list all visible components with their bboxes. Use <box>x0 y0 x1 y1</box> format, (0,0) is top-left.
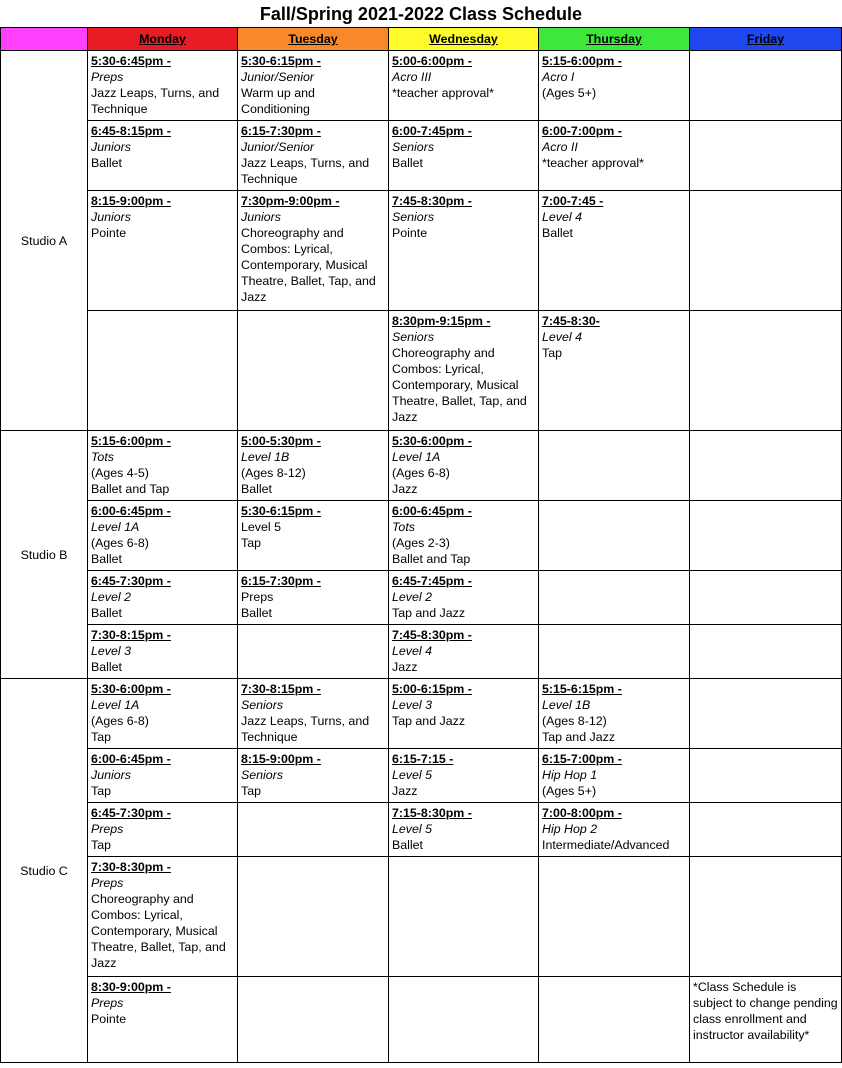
class-cell <box>690 977 842 1063</box>
header-corner-cell <box>1 28 88 51</box>
class-detail: Jazz Leaps, Turns, and Technique <box>91 86 220 116</box>
empty-cell <box>690 625 842 679</box>
empty-cell <box>389 977 539 1063</box>
class-level: Level 1A <box>91 520 140 534</box>
class-level: Preps <box>91 996 124 1010</box>
class-cell <box>389 311 539 431</box>
class-cell <box>389 679 539 749</box>
class-cell <box>88 571 238 625</box>
schedule-row <box>1 803 842 857</box>
class-time: 5:30-6:45pm - <box>91 54 171 68</box>
class-cell <box>88 857 238 977</box>
schedule-row <box>1 431 842 501</box>
class-cell <box>238 679 389 749</box>
class-cell <box>389 749 539 803</box>
empty-cell <box>539 857 690 977</box>
schedule-row <box>1 857 842 977</box>
class-time: 5:30-6:15pm - <box>241 54 321 68</box>
class-level: Level 4 <box>542 330 582 344</box>
class-detail: Ballet <box>392 156 423 170</box>
empty-cell <box>690 431 842 501</box>
class-time: 6:00-6:45pm - <box>91 504 171 518</box>
class-detail: Ballet <box>241 482 272 496</box>
class-detail: Tap and Jazz <box>392 714 466 728</box>
class-detail: Tap and Jazz <box>542 730 616 744</box>
class-cell <box>88 501 238 571</box>
class-detail: (Ages 5+) <box>542 784 597 798</box>
class-detail: Ballet and Tap <box>91 482 170 496</box>
class-cell <box>389 501 539 571</box>
empty-cell <box>690 749 842 803</box>
class-cell <box>238 431 389 501</box>
schedule-table <box>0 27 842 1063</box>
class-level: Level 5 <box>241 520 281 534</box>
class-cell <box>389 625 539 679</box>
class-detail: Tap <box>542 346 562 360</box>
class-detail: Tap <box>91 838 111 852</box>
schedule-body <box>1 51 842 1063</box>
schedule-row <box>1 571 842 625</box>
class-time: 8:30-9:00pm - <box>91 980 171 994</box>
class-time: 6:45-7:45pm - <box>392 574 472 588</box>
class-cell <box>389 431 539 501</box>
class-cell <box>88 625 238 679</box>
empty-cell <box>238 625 389 679</box>
schedule-disclaimer: *Class Schedule is subject to change pending class enrollment and instructor availability* <box>693 980 838 1042</box>
class-cell <box>238 191 389 311</box>
class-cell <box>88 191 238 311</box>
class-detail: Jazz <box>392 660 418 674</box>
empty-cell <box>690 679 842 749</box>
empty-cell <box>690 803 842 857</box>
schedule-row <box>1 749 842 803</box>
class-detail: (Ages 6-8) <box>91 714 149 728</box>
class-level: Junior/Senior <box>241 70 315 84</box>
empty-cell <box>690 191 842 311</box>
header-friday: Friday <box>690 28 842 51</box>
class-time: 6:00-6:45pm - <box>392 504 472 518</box>
class-time: 6:00-7:00pm - <box>542 124 622 138</box>
class-cell <box>238 51 389 121</box>
class-cell <box>238 571 389 625</box>
class-detail: Pointe <box>91 226 127 240</box>
class-detail: Warm up and Conditioning <box>241 86 315 116</box>
empty-cell <box>690 121 842 191</box>
class-detail: Intermediate/Advanced <box>542 838 670 852</box>
class-level: Level 5 <box>392 822 432 836</box>
class-time: 7:45-8:30pm - <box>392 628 472 642</box>
class-detail: Ballet and Tap <box>392 552 471 566</box>
class-time: 7:00-8:00pm - <box>542 806 622 820</box>
class-level: Junior/Senior <box>241 140 315 154</box>
class-detail: Jazz Leaps, Turns, and Technique <box>241 714 370 744</box>
class-cell <box>238 749 389 803</box>
class-time: 7:30-8:15pm - <box>241 682 321 696</box>
class-detail: Tap <box>91 784 111 798</box>
class-time: 8:15-9:00pm - <box>91 194 171 208</box>
class-cell <box>88 431 238 501</box>
class-time: 5:00-6:00pm - <box>392 54 472 68</box>
class-cell <box>238 121 389 191</box>
class-level: Level 1B <box>542 698 591 712</box>
class-detail: Tap <box>241 784 261 798</box>
class-time: 5:00-6:15pm - <box>392 682 472 696</box>
header-thursday: Thursday <box>539 28 690 51</box>
class-time: 7:30pm-9:00pm - <box>241 194 340 208</box>
studio-label: Studio A <box>1 51 88 431</box>
class-cell <box>539 121 690 191</box>
class-cell <box>539 51 690 121</box>
class-cell <box>88 51 238 121</box>
class-time: 6:45-7:30pm - <box>91 806 171 820</box>
class-detail: (Ages 5+) <box>542 86 597 100</box>
empty-cell <box>690 501 842 571</box>
class-cell <box>88 121 238 191</box>
class-cell <box>389 121 539 191</box>
class-detail: Ballet <box>91 156 122 170</box>
class-level: Hip Hop 1 <box>542 768 598 782</box>
schedule-row <box>1 977 842 1063</box>
class-cell <box>88 977 238 1063</box>
class-time: 7:30-8:30pm - <box>91 860 171 874</box>
class-level: Hip Hop 2 <box>542 822 598 836</box>
class-level: Seniors <box>241 698 284 712</box>
class-detail: Jazz Leaps, Turns, and Technique <box>241 156 370 186</box>
empty-cell <box>238 803 389 857</box>
class-detail: (Ages 8-12) <box>241 466 306 480</box>
class-detail: Ballet <box>91 606 122 620</box>
class-detail: Tap <box>91 730 111 744</box>
class-detail: *teacher approval* <box>542 156 644 170</box>
class-time: 7:45-8:30- <box>542 314 600 328</box>
class-level: Preps <box>91 876 124 890</box>
class-level: Level 4 <box>542 210 582 224</box>
class-cell <box>389 191 539 311</box>
class-cell <box>88 749 238 803</box>
class-detail: Tap and Jazz <box>392 606 466 620</box>
header-monday: Monday <box>88 28 238 51</box>
schedule-row <box>1 625 842 679</box>
class-detail: Choreography and Combos: Lyrical, Contemporary, Musical Theatre, Ballet, Tap, and Jazz <box>241 226 376 304</box>
class-detail: (Ages 8-12) <box>542 714 607 728</box>
class-level: Level 4 <box>392 644 432 658</box>
empty-cell <box>690 51 842 121</box>
empty-cell <box>539 977 690 1063</box>
schedule-row <box>1 51 842 121</box>
class-time: 6:15-7:30pm - <box>241 574 321 588</box>
empty-cell <box>539 431 690 501</box>
empty-cell <box>238 977 389 1063</box>
class-level: Level 5 <box>392 768 432 782</box>
empty-cell <box>238 311 389 431</box>
class-level: Level 3 <box>91 644 131 658</box>
class-detail: Jazz <box>392 482 418 496</box>
class-time: 6:45-8:15pm - <box>91 124 171 138</box>
class-time: 6:00-6:45pm - <box>91 752 171 766</box>
page-title: Fall/Spring 2021-2022 Class Schedule <box>259 4 583 24</box>
class-level: Juniors <box>91 210 131 224</box>
class-level: Level 2 <box>392 590 432 604</box>
class-detail: Ballet <box>392 838 423 852</box>
class-detail: Ballet <box>241 606 272 620</box>
class-level: Seniors <box>392 210 435 224</box>
empty-cell <box>690 311 842 431</box>
schedule-row <box>1 311 842 431</box>
class-cell <box>539 803 690 857</box>
class-detail: (Ages 2-3) <box>392 536 450 550</box>
class-detail: Choreography and Combos: Lyrical, Contemporary, Musical Theatre, Ballet, Tap, and Jazz <box>392 346 527 424</box>
empty-cell <box>238 857 389 977</box>
class-detail: Pointe <box>392 226 428 240</box>
class-level: Level 1A <box>91 698 140 712</box>
class-cell <box>389 571 539 625</box>
class-time: 5:15-6:15pm - <box>542 682 622 696</box>
class-level: Level 3 <box>392 698 432 712</box>
class-level: Acro III <box>392 70 432 84</box>
class-level: Preps <box>91 70 124 84</box>
class-level: Level 2 <box>91 590 131 604</box>
class-level: Juniors <box>91 768 131 782</box>
class-level: Level 1B <box>241 450 290 464</box>
class-level: Level 1A <box>392 450 441 464</box>
class-detail: Ballet <box>91 660 122 674</box>
class-level: Acro II <box>542 140 578 154</box>
class-detail: Jazz <box>392 784 418 798</box>
class-level: Juniors <box>91 140 131 154</box>
class-time: 6:15-7:15 - <box>392 752 454 766</box>
class-level: Tots <box>91 450 114 464</box>
empty-cell <box>690 857 842 977</box>
class-cell <box>238 501 389 571</box>
class-time: 6:45-7:30pm - <box>91 574 171 588</box>
class-detail: Pointe <box>91 1012 127 1026</box>
studio-label: Studio B <box>1 431 88 679</box>
class-detail: (Ages 6-8) <box>392 466 450 480</box>
class-time: 5:30-6:00pm - <box>91 682 171 696</box>
class-level: Seniors <box>392 140 435 154</box>
empty-cell <box>88 311 238 431</box>
class-time: 5:00-5:30pm - <box>241 434 321 448</box>
class-time: 7:00-7:45 - <box>542 194 604 208</box>
class-detail: Ballet <box>542 226 573 240</box>
class-time: 8:30pm-9:15pm - <box>392 314 491 328</box>
empty-cell <box>539 501 690 571</box>
empty-cell <box>539 625 690 679</box>
class-time: 6:15-7:00pm - <box>542 752 622 766</box>
header-tuesday: Tuesday <box>238 28 389 51</box>
class-time: 7:45-8:30pm - <box>392 194 472 208</box>
class-cell <box>539 191 690 311</box>
class-level: Preps <box>91 822 124 836</box>
class-cell <box>539 679 690 749</box>
class-time: 5:15-6:00pm - <box>91 434 171 448</box>
class-level: Seniors <box>392 330 435 344</box>
class-cell <box>389 51 539 121</box>
class-time: 6:15-7:30pm - <box>241 124 321 138</box>
class-detail: Ballet <box>91 552 122 566</box>
class-cell <box>539 749 690 803</box>
class-time: 5:30-6:00pm - <box>392 434 472 448</box>
class-time: 7:30-8:15pm - <box>91 628 171 642</box>
studio-label: Studio C <box>1 679 88 1063</box>
empty-cell <box>539 571 690 625</box>
class-level: Preps <box>241 590 274 604</box>
schedule-row <box>1 191 842 311</box>
class-detail: Choreography and Combos: Lyrical, Contemporary, Musical Theatre, Ballet, Tap, and Jazz <box>91 892 226 970</box>
class-detail: Tap <box>241 536 261 550</box>
class-time: 8:15-9:00pm - <box>241 752 321 766</box>
day-header-row <box>1 28 842 51</box>
class-time: 5:30-6:15pm - <box>241 504 321 518</box>
class-level: Acro I <box>542 70 575 84</box>
class-time: 5:15-6:00pm - <box>542 54 622 68</box>
class-cell <box>88 679 238 749</box>
class-detail: (Ages 4-5) <box>91 466 149 480</box>
class-detail: (Ages 6-8) <box>91 536 149 550</box>
class-detail: *teacher approval* <box>392 86 494 100</box>
class-cell <box>88 803 238 857</box>
empty-cell <box>690 571 842 625</box>
class-cell <box>389 803 539 857</box>
class-level: Seniors <box>241 768 284 782</box>
class-time: 6:00-7:45pm - <box>392 124 472 138</box>
empty-cell <box>389 857 539 977</box>
class-cell <box>539 311 690 431</box>
class-time: 7:15-8:30pm - <box>392 806 472 820</box>
schedule-row <box>1 121 842 191</box>
schedule-row <box>1 679 842 749</box>
header-wednesday: Wednesday <box>389 28 539 51</box>
class-level: Juniors <box>241 210 281 224</box>
schedule-row <box>1 501 842 571</box>
class-level: Tots <box>392 520 415 534</box>
